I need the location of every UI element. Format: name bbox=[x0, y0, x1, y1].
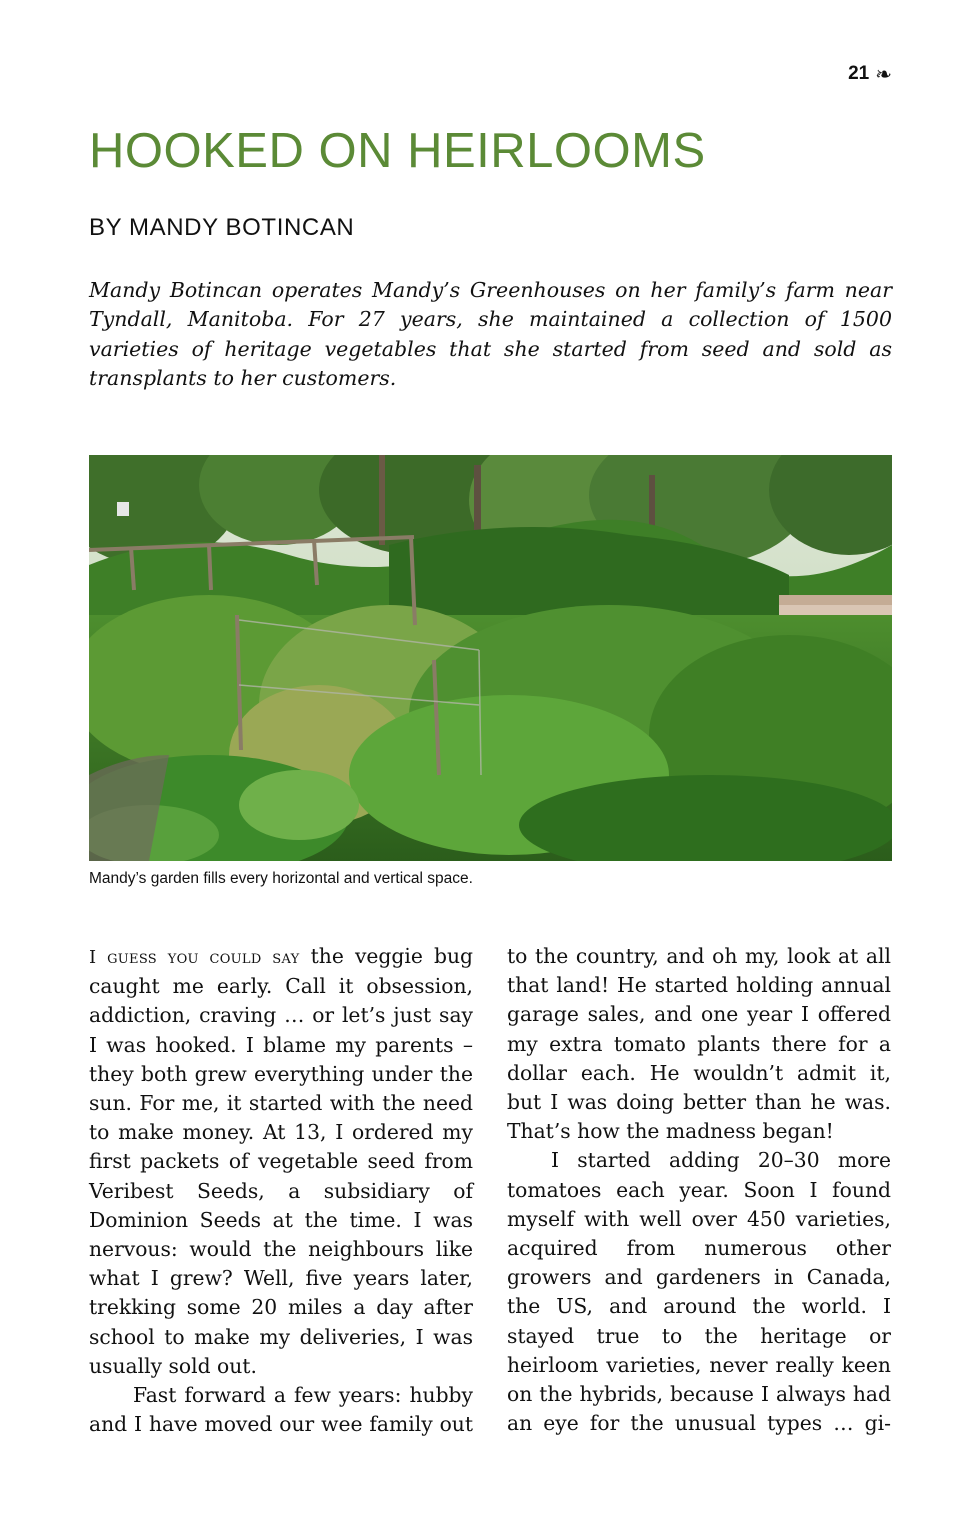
body-column-right bbox=[507, 942, 891, 1438]
body-paragraph: Fast forward a few years: hubby and I have moved our wee family out bbox=[89, 1383, 473, 1437]
intro-paragraph: Mandy Botincan operates Mandy’s Greenhouses on her family’s farm near Tyndall, Manitoba. For 27 years, she maintained a collection of 1500 varieties of heritage vegetables that she started from seed and sold as transplants to her customers. bbox=[89, 278, 892, 390]
photo-caption: Mandy’s garden fills every horizontal and vertical space. bbox=[89, 870, 473, 887]
garden-photo bbox=[89, 455, 892, 861]
body-paragraph: to the country, and oh my, look at all that land! He started holding annual garage sales, and one year I offered my extra tomato plants there for a dollar each. He wouldn’t admit it, but I was doing better than he was. That’s how the madness began! bbox=[507, 944, 891, 1144]
body-column-left bbox=[89, 942, 473, 1439]
page-number bbox=[848, 62, 892, 86]
body-paragraph: I started adding 20–30 more tomatoes each year. Soon I found myself with well over 450 varieties, acquired from numerous other growers and gardeners in Canada, the US, and around the world. I stayed true to the heritage or heirloom varieties, never really keen on the hybrids, because I always had an eye for the unusual types … gi- bbox=[507, 1148, 891, 1436]
byline: BY MANDY BOTINCAN bbox=[89, 214, 355, 241]
body-paragraph bbox=[89, 942, 473, 1381]
fleuron-icon: ❧ bbox=[875, 62, 892, 86]
lead-in-smallcaps: I guess you could say bbox=[89, 947, 300, 968]
page-number-text: 21 bbox=[848, 63, 870, 84]
article-title: HOOKED ON HEIRLOOMS bbox=[89, 124, 706, 178]
body-text: the veggie bug caught me early. Call it obsession, addiction, craving … or let’s just say I was hooked. I blame my parents – they both grew everything under the sun. For me, it started with the need to make money. At 13, I ordered my first packets of vegetable seed from Veribest Seeds, a subsidiary of Dominion Seeds at the time. I was nervous: would the neighbours like what I grew? Well, five years later, trekking some 20 miles a day after school to make my deliveries, I was usually sold out. bbox=[89, 944, 473, 1378]
